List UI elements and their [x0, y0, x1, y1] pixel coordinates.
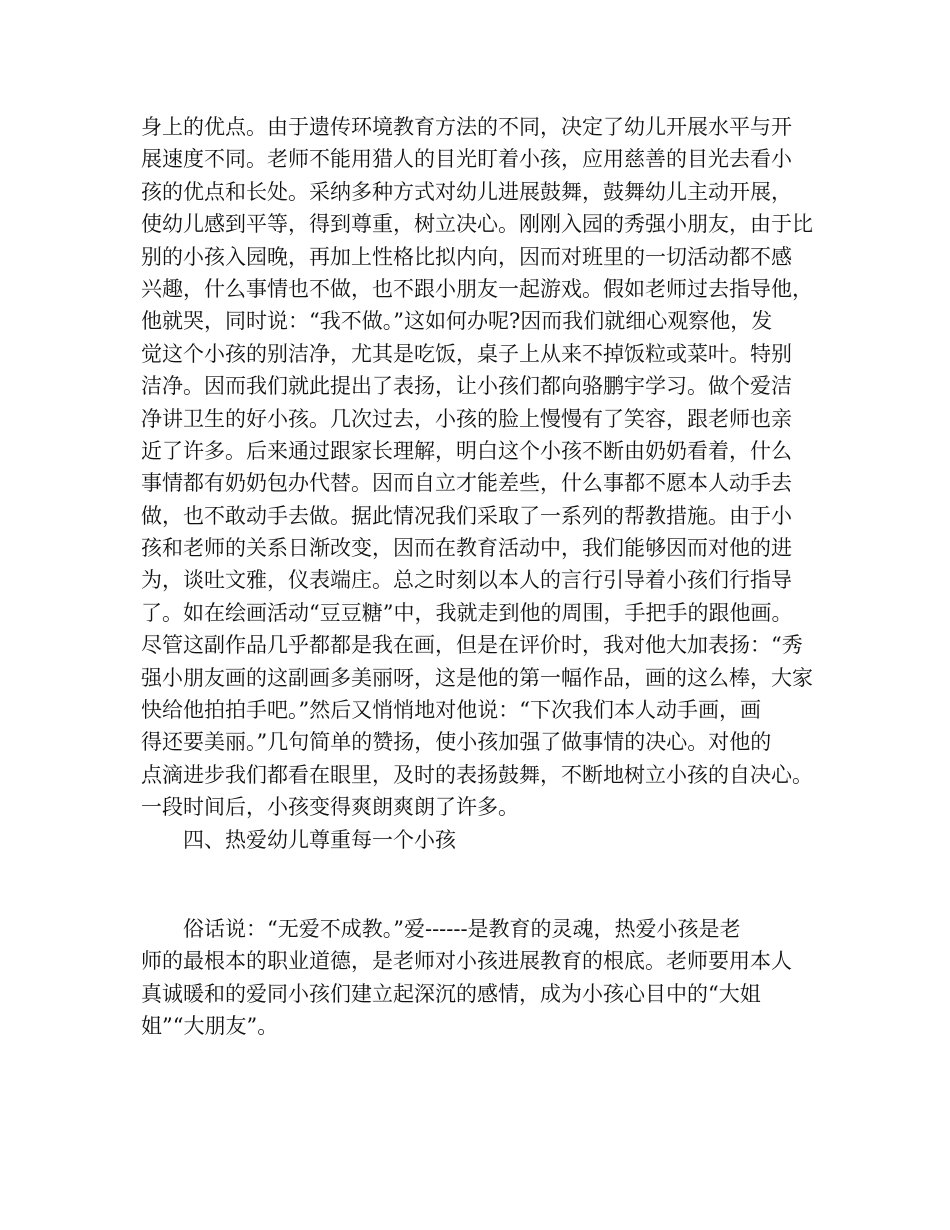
text-line: 为，谈吐文雅，仪表端庄。总之时刻以本人的言行引导着小孩们行指导 [141, 568, 792, 593]
text-line: 孩和老师的关系日渐改变，因而在教育活动中，我们能够因而对他的进 [141, 536, 792, 561]
text-line: 快给他拍拍手吧。”然后又悄悄地对他说：“下次我们本人动手画，画 [141, 698, 761, 723]
paragraph-main [141, 111, 821, 856]
section-heading: 四、热爱幼儿尊重每一个小孩 [183, 827, 456, 852]
text-line: 净讲卫生的好小孩。几次过去，小孩的脸上慢慢有了笑容，跟老师也亲 [141, 406, 792, 431]
text-line: 师的最根本的职业道德，是老师对小孩进展教育的根底。老师要用本人 [141, 949, 792, 974]
text-line: 尽管这副作品几乎都都是我在画，但是在评价时，我对他大加表扬：“秀 [141, 633, 803, 658]
text-line: 孩的优点和长处。采纳多种方式对幼儿进展鼓舞，鼓舞幼儿主动开展， [141, 179, 792, 204]
text-line: 强小朋友画的这副画多美丽呀，这是他的第一幅作品，画的这么棒，大家 [141, 665, 813, 690]
text-line: 事情都有奶奶包办代替。因而自立才能差些，什么事都不愿本人动手去 [141, 471, 792, 496]
text-line: 点滴进步我们都看在眼里，及时的表扬鼓舞，不断地树立小孩的自决心。 [141, 762, 813, 787]
text-line: 洁净。因而我们就此提出了表扬，让小孩们都向骆鹏宇学习。做个爱洁 [141, 374, 792, 399]
text-line: 使幼儿感到平等，得到尊重，树立决心。刚刚入园的秀强小朋友，由于比 [141, 212, 813, 237]
text-line: 身上的优点。由于遗传环境教育方法的不同，决定了幼儿开展水平与开 [141, 115, 792, 139]
paragraph-love [141, 913, 821, 1043]
text-line: 做，也不敢动手去做。据此情况我们采取了一系列的帮教措施。由于小 [141, 503, 792, 528]
text-line: 俗话说：“无爱不成教。”爱------是教育的灵魂，热爱小孩是老 [183, 917, 741, 941]
text-line: 别的小孩入园晚，再加上性格比拟内向，因而对班里的一切活动都不感 [141, 244, 792, 269]
text-line: 觉这个小孩的别洁净，尤其是吃饭，桌子上从来不掉饭粒或菜叶。特别 [141, 341, 792, 366]
text-line: 展速度不同。老师不能用猎人的目光盯着小孩，应用慈善的目光去看小 [141, 147, 792, 172]
text-line: 一段时间后，小孩变得爽朗爽朗了许多。 [141, 795, 519, 820]
text-line: 近了许多。后来通过跟家长理解，明白这个小孩不断由奶奶看着，什么 [141, 438, 792, 463]
text-line: 了。如在绘画活动“豆豆糖”中，我就走到他的周围，手把手的跟他画。 [141, 600, 793, 625]
text-line: 真诚暖和的爱同小孩们建立起深沉的感情，成为小孩心目中的“大姐 [141, 981, 761, 1006]
text-line: 得还要美丽。”几句简单的赞扬，使小孩加强了做事情的决心。对他的 [141, 730, 772, 755]
text-line: 兴趣，什么事情也不做，也不跟小朋友一起游戏。假如老师过去指导他， [141, 276, 813, 301]
text-line: 姐”“大朋友”。 [141, 1014, 279, 1039]
text-line: 他就哭，同时说：“我不做。”这如何办呢?因而我们就细心观察他，发 [141, 309, 773, 334]
